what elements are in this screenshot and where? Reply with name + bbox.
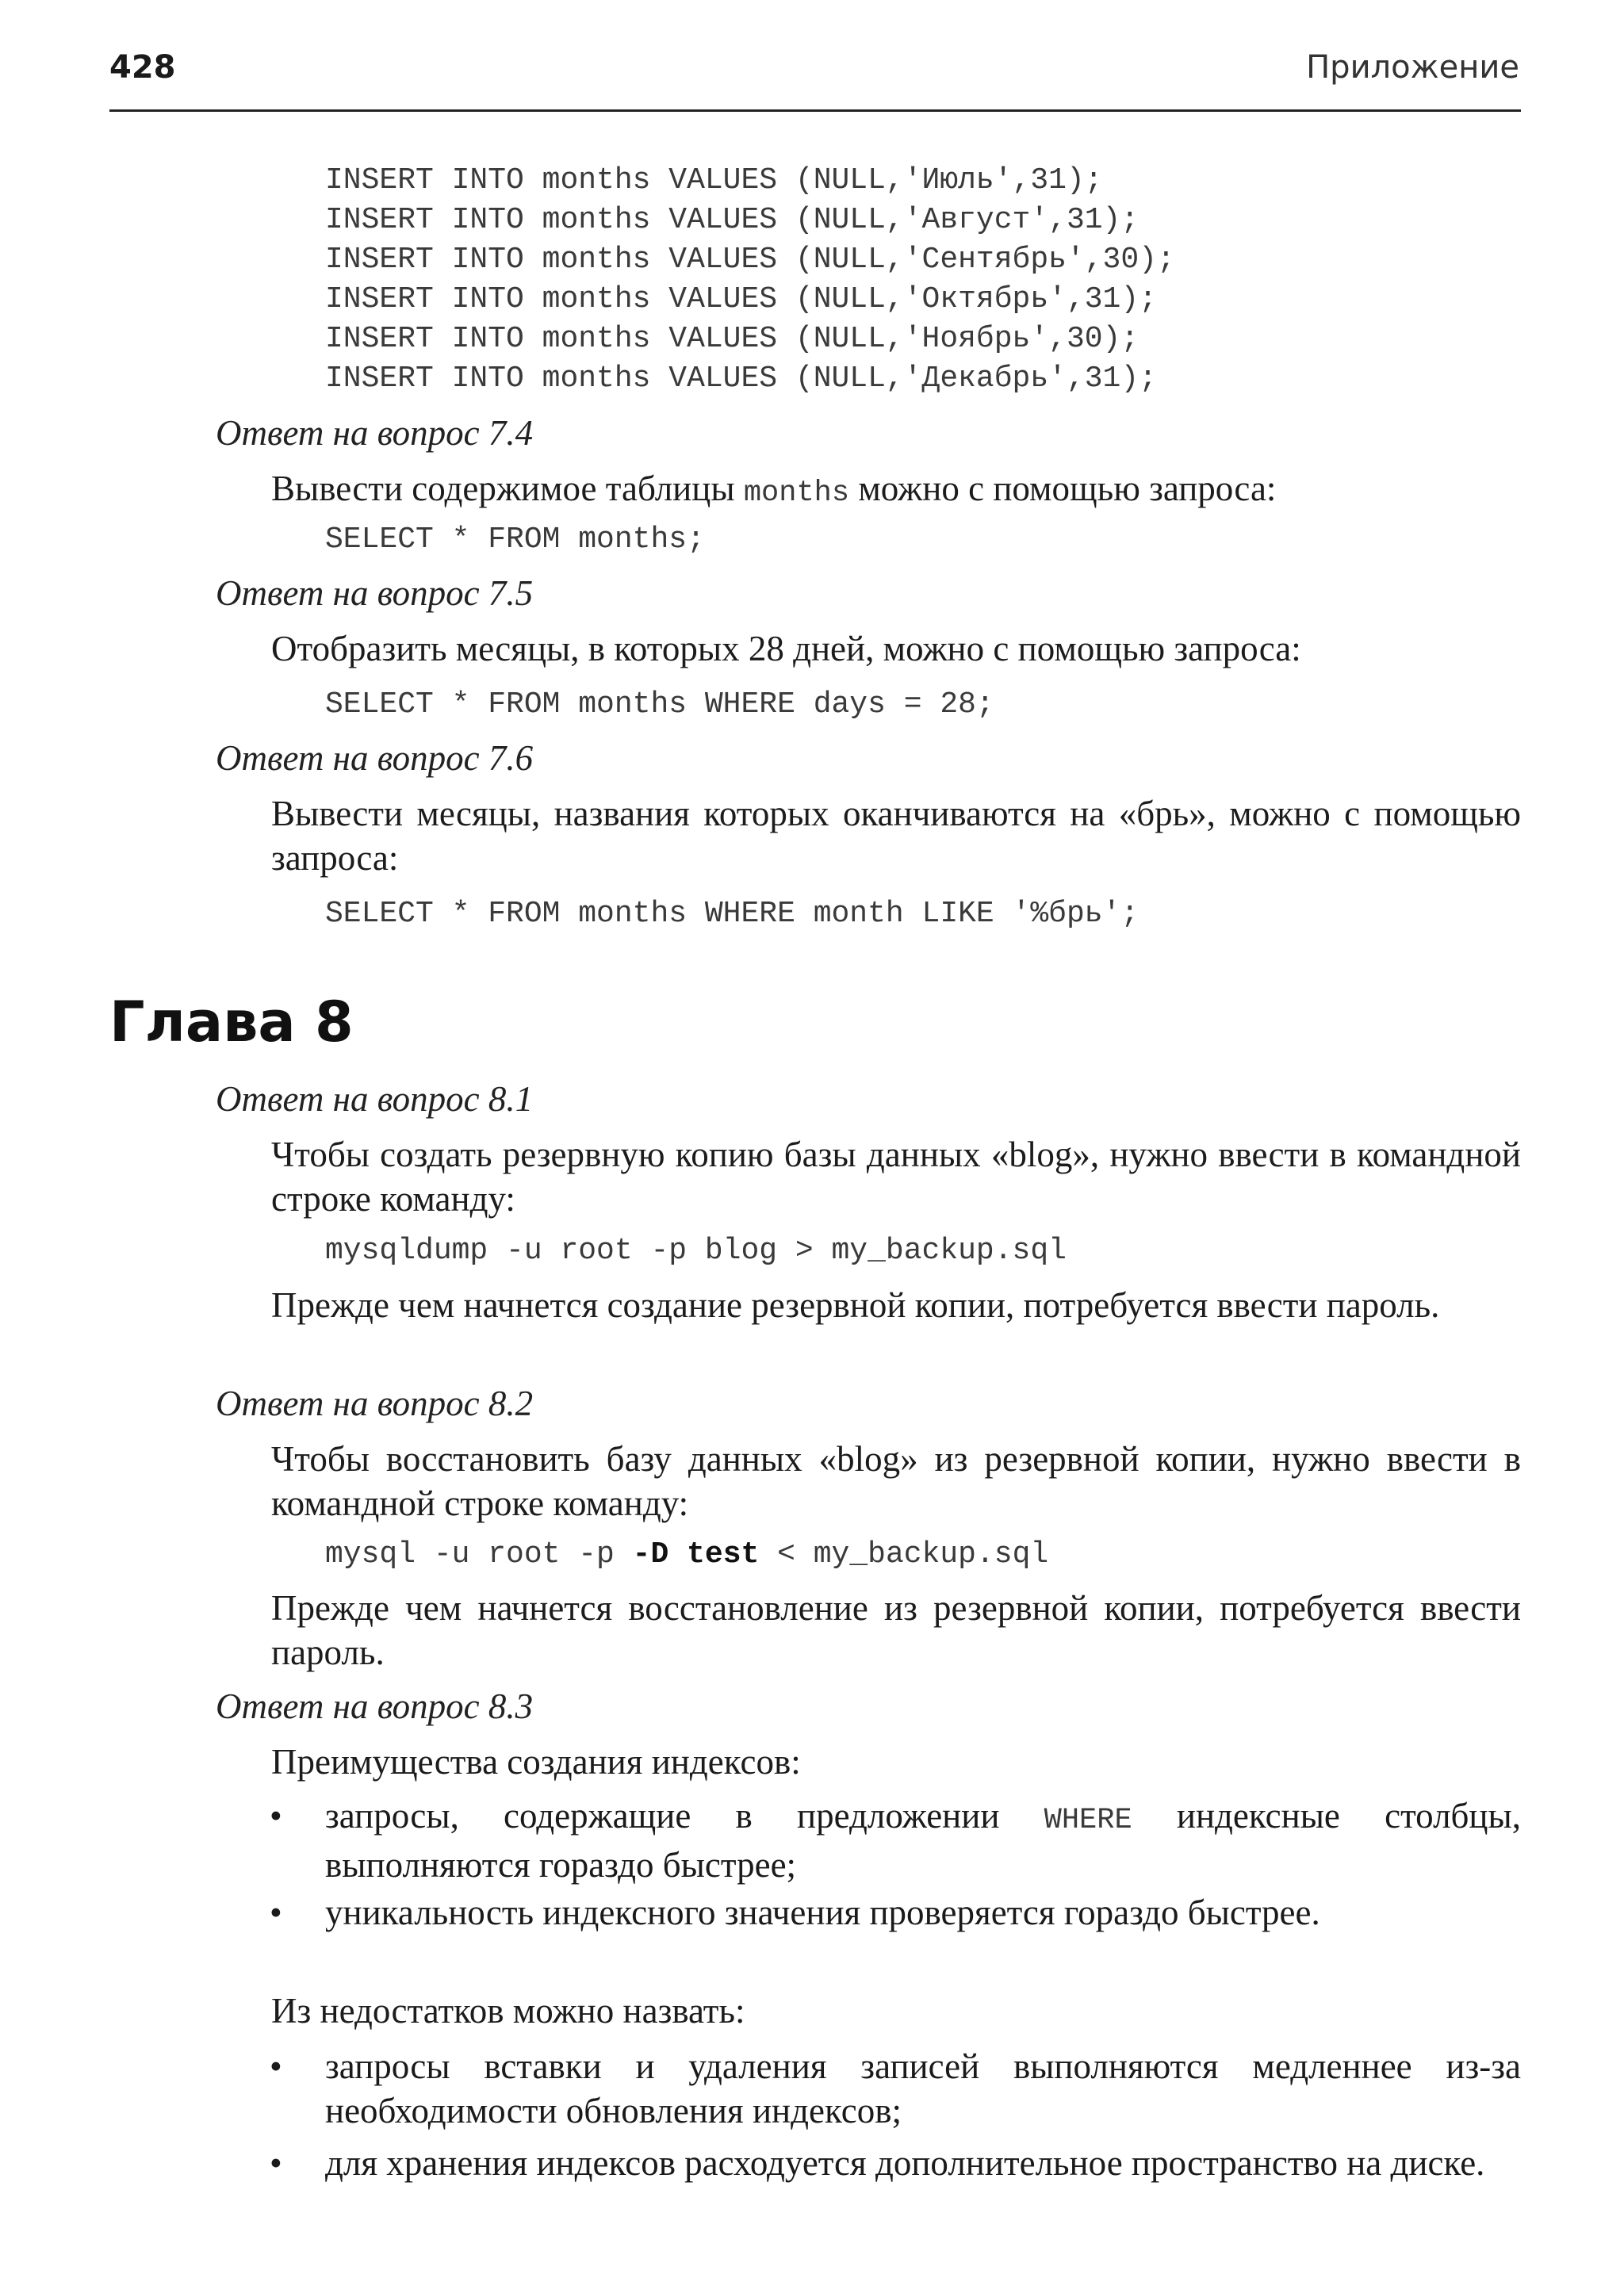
answer-heading-7-4: Ответ на вопрос 7.4	[216, 413, 534, 453]
bullet-icon: •	[270, 2143, 282, 2183]
code-block-7-6: SELECT * FROM months WHERE month LIKE '%брь';	[325, 897, 1139, 931]
code-line: INSERT INTO months VALUES (NULL,'Август',31);	[325, 203, 1139, 237]
answer-heading-8-3: Ответ на вопрос 8.3	[216, 1686, 534, 1726]
code-block-7-5: SELECT * FROM months WHERE days = 28;	[325, 687, 994, 722]
bullet-icon: •	[270, 1796, 282, 1836]
answer-note-8-2: Прежде чем начнется восстановление из резервной копии, потребуется ввести пароль.	[271, 1588, 1521, 1672]
code-block-months	[325, 161, 1175, 399]
answer-text-7-4: Вывести содержимое таблицы months можно с помощью запроса:	[271, 469, 1277, 510]
running-title: Приложение	[1306, 49, 1519, 86]
code-line: INSERT INTO months VALUES (NULL,'Октябрь',31);	[325, 282, 1157, 316]
answer-heading-8-2: Ответ на вопрос 8.2	[216, 1384, 534, 1423]
code-bold-fragment: -D test	[632, 1537, 760, 1572]
answer-heading-7-6: Ответ на вопрос 7.6	[216, 738, 534, 778]
answer-text-8-2: Чтобы восстановить базу данных «blog» из резервной копии, нужно ввести в командной строке команду:	[271, 1439, 1521, 1523]
list-item-advantage-1: • запросы, содержащие в предложении WHERE индексные столбцы, выполняются гораздо быстрее;	[270, 1794, 1521, 1887]
advantages-intro: Преимущества создания индексов:	[271, 1742, 801, 1782]
answer-text-7-6: Вывести месяцы, названия которых оканчиваются на «брь», можно с помощью запроса:	[271, 794, 1521, 878]
bullet-icon: •	[270, 2046, 282, 2086]
answer-text-8-1: Чтобы создать резервную копию базы данных «blog», нужно ввести в командной строке команду:	[271, 1135, 1521, 1219]
code-block-8-2: mysql -u root -p -D test < my_backup.sql	[325, 1537, 1049, 1572]
bullet-icon: •	[270, 1893, 282, 1932]
code-line: INSERT INTO months VALUES (NULL,'Декабрь',31);	[325, 362, 1157, 396]
list-item-disadvantage-1: • запросы вставки и удаления записей выполняются медленнее из-за необходимости обновления индексов;	[270, 2044, 1521, 2133]
code-line: INSERT INTO months VALUES (NULL,'Ноябрь',30);	[325, 322, 1139, 356]
page-header	[109, 46, 1521, 112]
answer-text-7-5: Отобразить месяцы, в которых 28 дней, можно с помощью запроса:	[271, 629, 1301, 668]
code-block-7-4: SELECT * FROM months;	[325, 523, 705, 557]
answer-heading-7-5: Ответ на вопрос 7.5	[216, 573, 534, 613]
answer-heading-8-1: Ответ на вопрос 8.1	[216, 1079, 534, 1119]
code-block-8-1: mysqldump -u root -p blog > my_backup.sql	[325, 1234, 1067, 1268]
inline-code: WHERE	[1044, 1804, 1132, 1837]
disadvantages-intro: Из недостатков можно назвать:	[271, 1991, 745, 2031]
list-item-disadvantage-2: • для хранения индексов расходуется дополнительное пространство на диске.	[270, 2141, 1521, 2185]
list-item-advantage-2: • уникальность индексного значения проверяется гораздо быстрее.	[270, 1890, 1521, 1935]
inline-code: months	[743, 477, 850, 510]
answer-note-8-1: Прежде чем начнется создание резервной копии, потребуется ввести пароль.	[271, 1285, 1440, 1325]
page-number: 428	[109, 49, 176, 86]
code-line: INSERT INTO months VALUES (NULL,'Июль',31);	[325, 163, 1103, 197]
code-line: INSERT INTO months VALUES (NULL,'Сентябрь',30);	[325, 243, 1175, 277]
chapter-title: Глава 8	[109, 990, 354, 1055]
